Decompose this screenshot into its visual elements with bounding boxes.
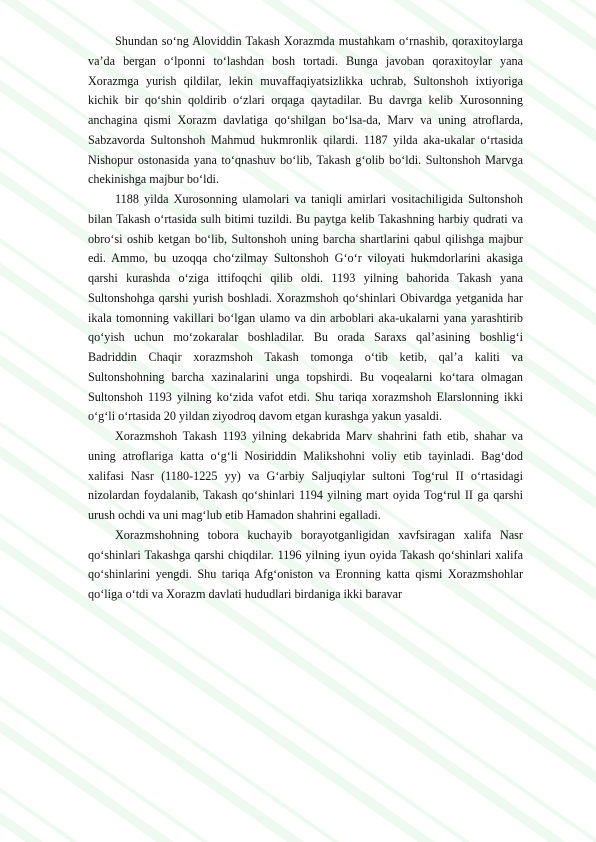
paragraph-3: Xorazmshoh Takash 1193 yilning dekabrida Marv shahrini fath etib, shahar va uning atroflariga katta o‘g‘li Nosiriddin Malikshohni voliy etib tayinladi. Bag‘dod xalifasi Nasr (1180-1225 yy) va G‘arbiy Saljuqiylar sultoni Tog‘rul II o‘rtasidagi nizolardan foydalanib, Takash qo‘shinlari 1194 yilning mart oyida Tog‘rul II ga qarshi urush ochdi va uni mag‘lub etib Hamadon shahrini egalladi. [88, 429, 523, 522]
document-body [88, 32, 523, 605]
paragraph-4: Xorazmshohning tobora kuchayib borayotganligidan xavfsiragan xalifa Nasr qo‘shinlari Takashga qarshi chiqdilar. 1196 yilning iyun oyida Takash qo‘shinlari xalifa qo‘shinlarini yengdi. Shu tariqa Afg‘oniston va Eronning katta qismi Xorazmshohlar qo‘liga o‘tdi va Xorazm davlati hududlari birdaniga ikki baravar [88, 527, 523, 601]
paragraph-1: Shundan so‘ng Aloviddin Takash Xorazmda mustahkam o‘rnashib, qoraxitoylarga va’da bergan o‘lponni to‘lashdan bosh tortadi. Bunga javoban qoraxitoylar yana Xorazmga yurish qildilar, lekin muvaffaqiyatsizlikka uchrab, Sultonshoh ixtiyoriga kichik bir qo‘shin qoldirib o‘zlari orqaga qaytadilar. Bu davrga kelib Xurosonning anchagina qismi Xorazm davlatiga qo‘shilgan bo‘lsa-da, Marv va uning atroflarda, Sabzavorda Sultonshoh Mahmud hukmronlik qilardi. 1187 yilda aka-ukalar o‘rtasida Nishopur ostonasida yana to‘qnashuv bo‘lib, Takash g‘olib bo‘ldi. Sultonshoh Marvga chekinishga majbur bo‘ldi. [88, 34, 523, 187]
paragraph-2: 1188 yilda Xurosonning ulamolari va taniqli amirlari vositachiligida Sultonshoh bilan Takash o‘rtasida sulh bitimi tuzildi. Bu paytga kelib Takashning harbiy qudrati va obro‘si oshib ketgan bo‘lib, Sultonshoh uning barcha shartlarini qabul qilishga majbur edi. Ammo, bu uzoqqa cho‘zilmay Sultonshoh G‘o‘r viloyati hukmdorlarini akasiga qarshi kurashda o‘ziga ittifoqchi qilib oldi. 1193 yilning bahorida Takash yana Sultonshohga qarshi yurish boshladi. Xorazmshoh qo‘shinlari Obivardga yetganida har ikala tomonning vakillari bo‘lgan ulamo va din arboblari aka-ukalarni yana yarashtirib qo‘yish uchun mo‘zokaralar boshladilar. Bu orada Saraxs qal’asining boshlig‘i Badriddin Chaqir xorazmshoh Takash tomonga o‘tib ketib, qal’a kaliti va Sultonshohning barcha xazinalarini unga topshirdi. Bu voqealarni ko‘tara olmagan Sultonshoh 1193 yilning ko‘zida vafot etdi. Shu tariqa xorazmshoh Elarslonning ikki o‘g‘li o‘rtasida 20 yildan ziyodroq davom etgan kurashga yakun yasaldi. [88, 192, 523, 424]
